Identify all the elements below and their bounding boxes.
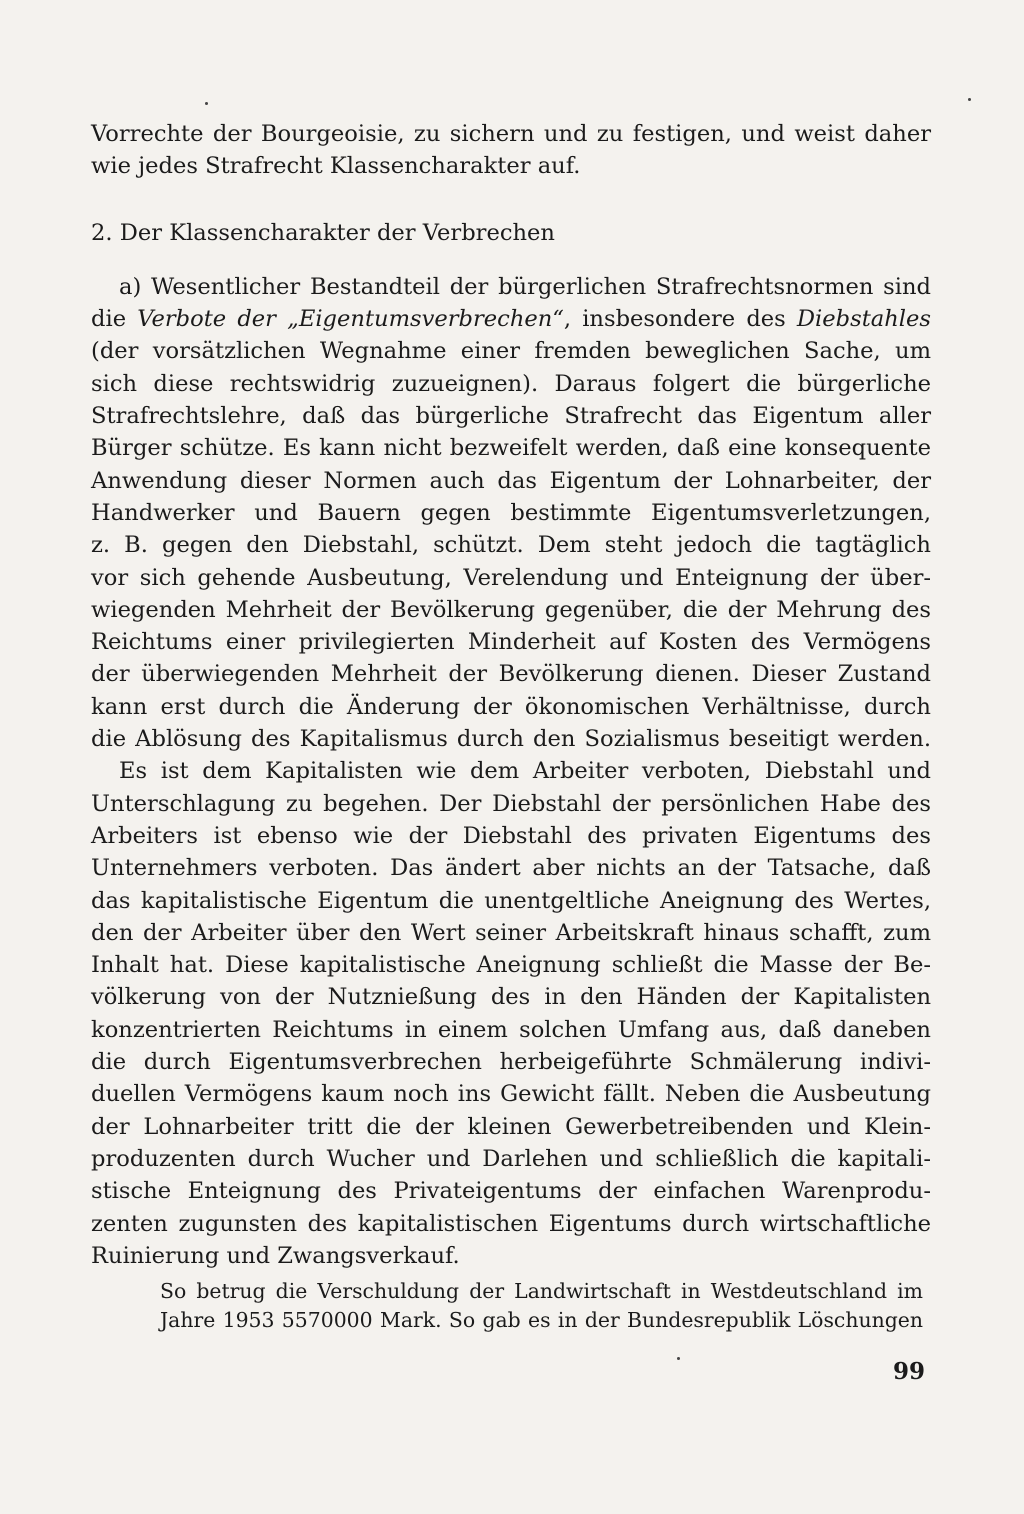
text-line: stische Enteignung des Privateigentums der einfachen Warenprodu- [91, 1178, 931, 1205]
text-line: zenten zugunsten des kapitalistischen Eigentums durch wirtschaftliche [91, 1210, 931, 1237]
text-line: Handwerker und Bauern gegen bestimmte Eigentumsverletzungen, [91, 499, 931, 526]
text-line: die Ablösung des Kapitalismus durch den Sozialismus beseitigt werden. [91, 726, 931, 753]
page-body [91, 118, 931, 1272]
text-line: völkerung von der Nutznießung des in den Händen der Kapitalisten [91, 984, 931, 1011]
paragraph-a [91, 271, 931, 755]
intro-paragraph [91, 118, 931, 183]
print-speck [205, 102, 208, 105]
text-line: Bürger schütze. Es kann nicht bezweifelt werden, daß eine konsequente [91, 435, 931, 462]
text-line: Strafrechtslehre, daß das bürgerliche Strafrecht das Eigentum aller [91, 403, 931, 430]
text-line: konzentrierten Reichtums in einem solchen Umfang aus, daß daneben [91, 1016, 931, 1043]
text-line: Es ist dem Kapitalisten wie dem Arbeiter verboten, Diebstahl und [119, 758, 931, 785]
italic-term: Verbote der „Eigentumsverbrechen“ [137, 306, 564, 333]
text-line: Ruinierung und Zwangsverkauf. [91, 1242, 460, 1269]
text-line: der überwiegenden Mehrheit der Bevölkerung dienen. Dieser Zustand [91, 661, 931, 688]
section-heading-text: 2. Der Klassencharakter der Verbrechen [91, 219, 555, 246]
text-line: Unternehmers verboten. Das ändert aber nichts an der Tatsache, daß [91, 855, 931, 882]
print-speck [968, 98, 971, 101]
text-line: die durch Eigentumsverbrechen herbeigeführte Schmälerung indivi- [91, 1049, 931, 1076]
text-line: Unterschlagung zu begehen. Der Diebstahl der persönlichen Habe des [91, 790, 931, 817]
italic-term: Diebstahles [796, 306, 931, 333]
text-fragment: die [91, 306, 138, 333]
text-line: Vorrechte der Bourgeoisie, zu sichern und zu festigen, und weist daher [91, 121, 931, 147]
text-line: der Lohnarbeiter tritt die der kleinen Gewerbetreibenden und Klein- [91, 1113, 931, 1140]
text-line-mixed [91, 303, 931, 335]
text-line: a) Wesentlicher Bestandteil der bürgerlichen Strafrechtsnormen sind [119, 273, 931, 300]
text-line: (der vorsätzlichen Wegnahme einer fremden beweglichen Sache, um [91, 338, 931, 365]
page-number: 99 [892, 1358, 925, 1385]
text-line: duellen Vermögens kaum noch ins Gewicht fällt. Neben die Ausbeutung [91, 1081, 931, 1108]
note-line: Jahre 1953 5570000 Mark. So gab es in der Bundesrepublik Löschungen [160, 1308, 923, 1332]
text-line: wie jedes Strafrecht Klassencharakter auf. [91, 153, 581, 180]
footnote-block [160, 1277, 923, 1335]
text-line: kann erst durch die Änderung der ökonomischen Verhältnisse, durch [91, 693, 931, 720]
text-line: das kapitalistische Eigentum die unentgeltliche Aneignung des Wertes, [91, 887, 931, 914]
text-line: Anwendung dieser Normen auch das Eigentum der Lohnarbeiter, der [91, 467, 931, 494]
paragraph-b [91, 755, 931, 1272]
text-line: z. B. gegen den Diebstahl, schützt. Dem steht jedoch die tagtäglich [91, 532, 931, 559]
text-line: produzenten durch Wucher und Darlehen und schließlich die kapitali- [91, 1145, 931, 1172]
note-line: So betrug die Verschuldung der Landwirtschaft in Westdeutschland im [160, 1279, 923, 1303]
text-line: den der Arbeiter über den Wert seiner Arbeitskraft hinaus schafft, zum [91, 919, 931, 946]
text-line: wiegenden Mehrheit der Bevölkerung gegenüber, die der Mehrung des [91, 596, 931, 623]
text-line: Arbeiters ist ebenso wie der Diebstahl des privaten Eigentums des [91, 822, 931, 849]
section-heading [91, 217, 931, 249]
text-line: sich diese rechtswidrig zuzueignen). Daraus folgert die bürgerliche [91, 370, 931, 397]
text-line: vor sich gehende Ausbeutung, Verelendung und Enteignung der über- [91, 564, 931, 591]
text-line: Reichtums einer privilegierten Minderheit auf Kosten des Vermögens [91, 629, 931, 656]
print-speck [677, 1357, 680, 1360]
text-line: Inhalt hat. Diese kapitalistische Aneignung schließt die Masse der Be- [91, 952, 931, 979]
text-fragment: , insbesondere des [563, 306, 797, 333]
